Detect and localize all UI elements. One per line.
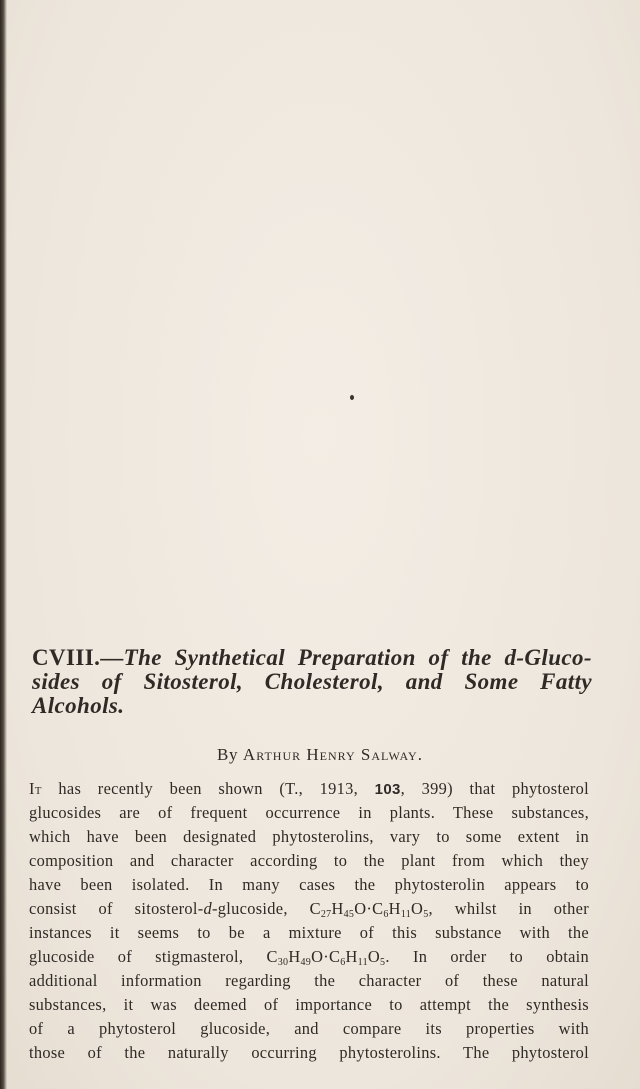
title-line-2-text: sides of Sitosterol, Cholesterol, and Some Fatty <box>32 669 592 694</box>
title-dash: — <box>100 645 124 670</box>
body-line-6-part-a: consist of sitosterol- <box>29 899 204 918</box>
formula-h: H <box>345 947 358 966</box>
volume-number: 103 <box>374 781 401 798</box>
author-byline <box>0 745 640 765</box>
body-line-8 <box>29 945 589 969</box>
formula-o: O <box>367 947 381 966</box>
italic-d: d <box>203 899 213 918</box>
body-line-3: which have been designated phytosterolins, vary to some extent in <box>29 827 589 846</box>
title-line-3 <box>32 691 592 718</box>
subscript: 45 <box>343 909 355 920</box>
drop-word: It <box>29 779 42 798</box>
body-line-8-part-a: glucoside of stigmasterol, C <box>29 947 278 966</box>
body-line-4: composition and character according to the plant from which they <box>29 851 589 870</box>
body-line-1-part-a: has recently been shown (T., 1913, <box>41 779 375 798</box>
body-line-8-part-c: . In order to obtain <box>385 947 589 966</box>
formula-o-c: O·C <box>354 899 384 918</box>
body-line-9: additional information regarding the character of these natural <box>29 971 589 990</box>
title-line-2 <box>32 667 592 694</box>
article-title <box>32 643 592 718</box>
body-line-11: of a phytosterol glucoside, and compare its properties with <box>29 1019 589 1038</box>
subscript: 11 <box>357 957 368 968</box>
body-line-12: those of the naturally occurring phytosterolins. The phytosterol <box>29 1043 589 1062</box>
formula-o: O <box>411 899 424 918</box>
subscript: 30 <box>277 957 289 968</box>
body-line-7: instances it seems to be a mixture of this substance with the <box>29 923 589 942</box>
book-binding-edge <box>0 0 7 1089</box>
title-line-1-text: The Synthetical Preparation of the d-Gluco- <box>123 645 592 670</box>
formula-h: H <box>288 947 301 966</box>
subscript: 6 <box>383 909 389 920</box>
formula-h: H <box>331 899 344 918</box>
subscript: 49 <box>300 957 312 968</box>
title-line-1 <box>32 643 592 670</box>
subscript: 6 <box>340 957 346 968</box>
ink-speck <box>350 395 354 400</box>
body-line-6 <box>29 897 589 921</box>
article-body <box>29 777 589 1065</box>
body-line-1-part-b: , 399) that phytosterol <box>400 779 589 798</box>
subscript: 5 <box>423 909 429 920</box>
author-name: Arthur Henry Salway. <box>242 745 423 764</box>
formula-h: H <box>388 899 401 918</box>
body-line-6-part-c: , whilst in other <box>428 899 589 918</box>
body-line-6-part-b: -glucoside, C <box>212 899 321 918</box>
body-line-5: have been isolated. In many cases the phytosterolin appears to <box>29 875 589 894</box>
title-number: CVIII. <box>32 645 101 670</box>
body-line-1 <box>29 777 589 801</box>
subscript: 5 <box>380 957 386 968</box>
subscript: 27 <box>320 909 332 920</box>
title-line-3-text: Alcohols. <box>32 693 125 718</box>
byline-prefix: By <box>217 745 239 764</box>
formula-o-c: O·C <box>311 947 341 966</box>
subscript: 11 <box>400 909 412 920</box>
body-line-10: substances, it was deemed of importance to attempt the synthesis <box>29 995 589 1014</box>
body-line-2: glucosides are of frequent occurrence in plants. These substances, <box>29 803 589 822</box>
